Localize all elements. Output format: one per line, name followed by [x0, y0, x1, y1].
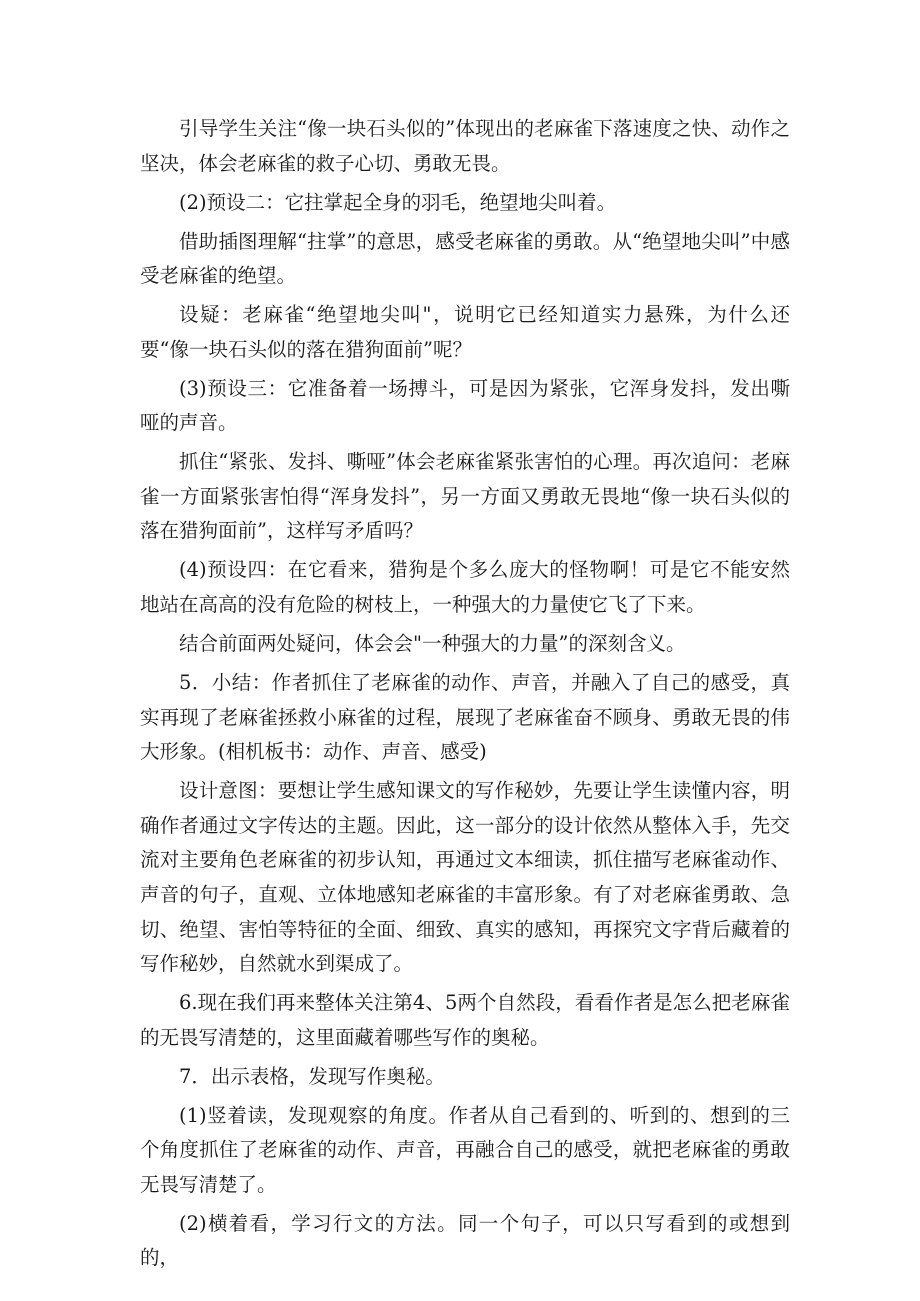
paragraph: (4)预设四：在它看来，猎狗是个多么庞大的怪物啊！可是它不能安然地站在高高的没有危险的树枝上，一种强大的力量使它飞了下来。 — [140, 558, 790, 617]
paragraph: 5．小结：作者抓住了老麻雀的动作、声音，并融入了自己的感受，真实再现了老麻雀拯救小麻雀的过程，展现了老麻雀奋不顾身、勇敢无畏的伟大形象。(相机板书：动作、声音、感受) — [140, 671, 790, 764]
paragraph: 设疑：老麻雀“绝望地尖叫"，说明它已经知道实力悬殊，为什么还要“像一块石头似的落在猎狗面前”呢？ — [140, 303, 790, 361]
document-body — [140, 112, 790, 1280]
paragraph: 设计意图：要想让学生感知课文的写作秘妙，先要让学生读懂内容，明确作者通过文字传达的主题。因此，这一部分的设计依然从整体入手，先交流对主要角色老麻雀的初步认知，再通过文本细读，抓住描写老麻雀动作、声音的句子，直观、立体地感知老麻雀的丰富形象。有了对老麻雀勇敢、急切、绝望、害怕等特征的全面、细致、真实的感知，再探究文字背后藏着的写作秘妙，自然就水到渠成了。 — [140, 779, 790, 976]
paragraph: (3)预设三：它准备着一场搏斗，可是因为紧张，它浑身发抖，发出嘶哑的声音。 — [140, 376, 790, 435]
paragraph: 结合前面两处疑问，体会会"一种强大的力量”的深刻含义。 — [179, 632, 686, 656]
paragraph: (2)横着看，学习行文的方法。同一个句子，可以只写看到的或想到的， — [140, 1211, 790, 1270]
paragraph: 6.现在我们再来整体关注第4、5两个自然段，看看作者是怎么把老麻雀的无畏写清楚的，这里面藏着哪些写作的奥秘。 — [140, 991, 790, 1049]
paragraph: (1)竖着读，发现观察的角度。作者从自己看到的、听到的、想到的三个角度抓住了老麻雀的动作、声音，再融合自己的感受，就把老麻雀的勇敢无畏写清楚了。 — [140, 1103, 790, 1196]
paragraph: (2)预设二：它拄掌起全身的羽毛，绝望地尖叫着。 — [179, 190, 617, 214]
paragraph: 引导学生关注“像一块石头似的”体现出的老麻雀下落速度之快、动作之坚决，体会老麻雀的救子心切、勇敢无畏。 — [140, 117, 790, 175]
paragraph: 借助插图理解“拄掌”的意思，感受老麻雀的勇敢。从“绝望地尖叫”中感受老麻雀的绝望。 — [140, 229, 790, 288]
paragraph: 抓住“紧张、发抖、嘶哑”体会老麻雀紧张害怕的心理。再次追问：老麻雀一方面紧张害怕得“浑身发抖”，另一方面又勇敢无畏地“像一块石头似的落在猎狗面前”，这样写矛盾吗？ — [140, 450, 790, 543]
paragraph: 7．出示表格，发现写作奥秘。 — [179, 1064, 445, 1088]
